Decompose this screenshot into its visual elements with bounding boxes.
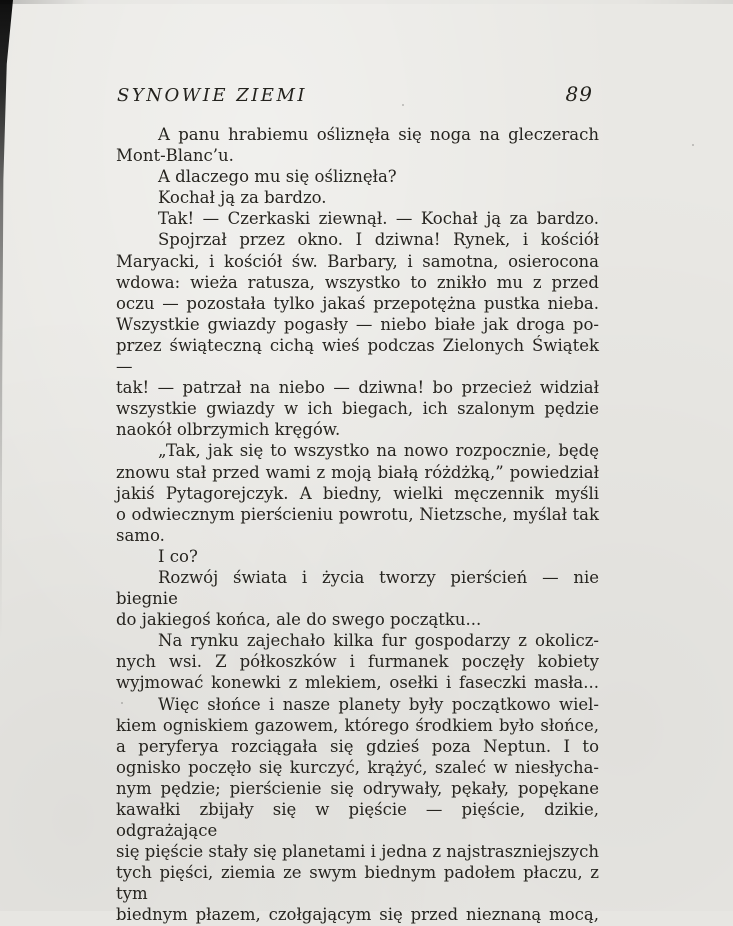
text-line: o odwiecznym pierścieniu powrotu, Nietzsche, myślał tak (116, 504, 599, 524)
scan-edge-artifact-left (0, 0, 13, 640)
text-line: wszystkie gwiazdy w ich biegach, ich szalonym pędzie (116, 399, 599, 419)
text-block (116, 124, 599, 926)
text-line: samo. (116, 525, 165, 545)
text-line: Mont-Blanc’u. (116, 146, 234, 166)
text-line: przez świąteczną cichą wieś podczas Zielonych Świątek — (116, 335, 599, 377)
text-line: wdowa: wieża ratusza, wszystko to znikło mu z przed (116, 272, 599, 292)
text-line: I co? (158, 546, 198, 566)
text-line: ognisko poczęło się kurczyć, krążyć, szaleć w niesłycha- (116, 757, 599, 777)
text-line: wyjmować konewki z mlekiem, osełki i faseczki masła... (116, 673, 599, 693)
text-line: tak! — patrzał na niebo — dziwna! bo przecież widział (116, 378, 599, 398)
scan-speck (692, 144, 694, 146)
text-line: Więc słońce i nasze planety były początkowo wiel- (158, 694, 599, 714)
text-line: nym pędzie; pierścienie się odrywały, pękały, popękane (116, 778, 599, 798)
text-line: naokół olbrzymich kręgów. (116, 420, 341, 440)
page-number: 89 (565, 82, 593, 106)
text-line: Spojrzał przez okno. I dziwna! Rynek, i kościół (158, 230, 599, 250)
text-line: Na rynku zajechało kilka fur gospodarzy z okolicz- (158, 631, 599, 651)
text-line: „Tak, jak się to wszystko na nowo rozpocznie, będę (158, 441, 599, 461)
text-line: Kochał ją za bardzo. (158, 188, 327, 208)
text-line: Rozwój świata i życia tworzy pierścień — nie biegnie (116, 567, 599, 609)
text-line: nych wsi. Z półkoszków i furmanek poczęły kobiety (116, 652, 599, 672)
text-line: A panu hrabiemu ośliznęła się noga na gleczerach (158, 125, 599, 144)
text-line: Maryacki, i kościół św. Barbary, i samotna, osierocona (116, 251, 599, 271)
text-line: znowu stał przed wami z moją białą różdżką,” powiedział (116, 462, 599, 482)
text-line: a peryferya rozciągała się gdzieś poza Neptun. I to (116, 736, 599, 756)
text-line: A dlaczego mu się ośliznęła? (158, 167, 397, 187)
text-line: tych pięści, ziemia ze swym biednym padołem płaczu, z tym (116, 863, 599, 904)
text-line: kawałki zbijały się w pięście — pięście, dzikie, odgrażające (116, 800, 599, 841)
text-line: oczu — pozostała tylko jakaś przepotężna pustka nieba. (116, 293, 599, 313)
text-line: Wszystkie gwiazdy pogasły — niebo białe jak droga po- (116, 314, 599, 334)
text-line: do jakiegoś końca, ale do swego początku... (116, 610, 482, 630)
text-line: kiem ogniskiem gazowem, którego środkiem było słońce, (116, 715, 599, 735)
text-line: jakiś Pytagorejczyk. A biedny, wielki męczennik myśli (116, 483, 599, 503)
text-line: Tak! — Czerkaski ziewnął. — Kochał ją za bardzo. (158, 209, 599, 229)
book-title: SYNOWIE ZIEMI (117, 85, 307, 106)
running-header (117, 82, 593, 106)
text-line: biednym płazem, czołgającym się przed nieznaną mocą, (116, 905, 599, 925)
text-line: się pięście stały się planetami i jedna z najstraszniejszych (116, 842, 599, 862)
scan-edge-artifact-top (0, 0, 733, 4)
